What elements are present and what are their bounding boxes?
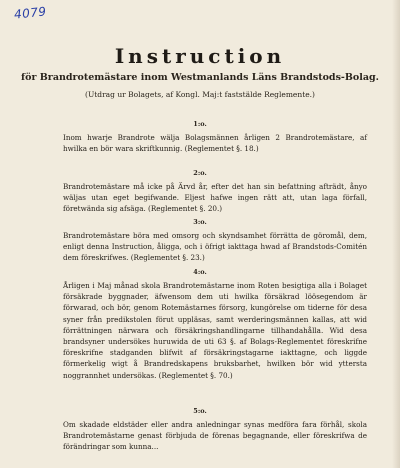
section-text: Årligen i Maj månad skola Brandrotemästarne inom Roten besigtiga alla i Bolaget försäkrade byggnader, äfwensom dem uti hwilka försäkrad löösegendom är förwarad, och bör, genom Rotemästarnes försorg, kungörelse om tiderne för desa syner från predikstolen förut uppläsas, samt werderingsmännen kallas, att wid förrättningen närwara och försäkringshandlingarne tillhandahålla. Wid desa brandsyner undersökes huruwida de uti 63 §. af Bolags-Reglementet föreskrifne föreskrifne stadganden blifwit af försäkringstagarne iakttagne, och liggde förmerkelig wigt å Brandredskapens bruksbarhet, hwilken bör wid ytterstа noggrannhet undersökas. (Reglementet §. 70.) [63,281,367,380]
document-title: Instruction [114,44,286,68]
section-text: Brandrotemästare böra med omsorg och skyndsamhet förrätta de göromål, dem, enligt denna Instruction, åligga, och i öfrigt iakttaga hwad af Brandstods-Comitén dem föreskrifwes. (Reglementet §. 23.) [63,231,367,263]
section-number: 4:o. [193,268,207,276]
section-text: Inom hwarje Brandrote wälja Bolagsmännen årligen 2 Brandrotemästare, af hwilka en bör wara skriftkunnig. (Reglementet §. 18.) [63,133,367,154]
section-text: Om skadade eldstäder eller andra anledningar synas medföra fara förhål, skola Brandrotemästarne genast förbjuda de förenas begagnande, eller föreskrifwa de förändringar som kunna... [63,420,367,452]
section-number: 1:o. [193,120,207,128]
section-text: Brandrotemästare må icke på Ärvd år, efter det han sin befattning afträdt, ånyo wäljas utan eget begifwande. Eljest hafwe ingen rätt att, utan laga förfall, företwända sig afsäga. (Reglementet §. 20.) [63,182,367,214]
page-edge-shadow [392,0,400,468]
document-subtitle: för Brandrotemästare inom Westmanlands Läns Brandstods-Bolag. [21,72,379,83]
handwritten-number: 4079 [13,4,48,22]
section-number: 5:o. [193,407,207,415]
section-number: 3:o. [193,218,207,226]
document-source-note: (Utdrag ur Bolagets, af Kongl. Maj:t faststälde Reglemente.) [85,90,315,99]
section-number: 2:o. [193,169,207,177]
